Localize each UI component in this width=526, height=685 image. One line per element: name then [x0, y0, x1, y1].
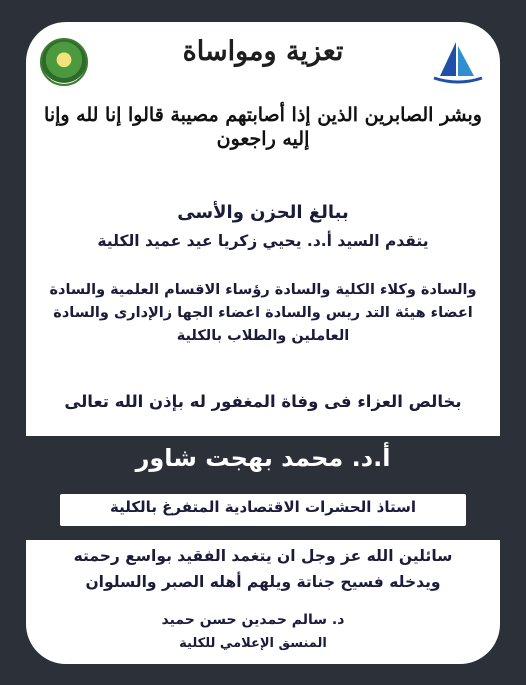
- deceased-banner: [26, 436, 500, 540]
- grief-line: ببالغ الحزن والأسى: [177, 202, 349, 223]
- quran-verse: وبشر الصابرين الذين إذا أصابتهم مصيبة قالوا إنا لله وإنا إليه راجعون: [44, 104, 482, 150]
- attendees-block: [42, 279, 484, 349]
- deceased-title: استاذ الحشرات الاقتصادية المتفرغ بالكلية: [109, 498, 416, 516]
- condolence-card: [26, 22, 500, 664]
- signature-name: د. سالم حمدين حسن حميد: [161, 612, 345, 628]
- attendees-line: اعضاء هيئة التد ريس والسادة اعضاء الجها زالإدارى والسادة: [53, 305, 473, 322]
- condolence-line: بخالص العزاء فى وفاة المغفور له بإذن الله تعالى: [64, 392, 462, 411]
- attendees-line: والسادة وكلاء الكلية والسادة رؤساء الاقسام العلمية والسادة: [49, 282, 477, 298]
- prayer-block: [44, 544, 482, 595]
- presenter-line: يتقدم السيد أ.د. يحيي زكريا عيد عميد الكلية: [97, 232, 429, 250]
- prayer-line: ويدخله فسيح جناتة ويلهم أهله الصبر والسلوان: [85, 572, 441, 591]
- card-heading: تعزية ومواساة: [182, 36, 344, 67]
- signature-role: المنسق الإعلامي للكلية: [179, 636, 327, 651]
- deceased-name: أ.د. محمد بهجت شاور: [135, 444, 391, 472]
- attendees-line: العاملين والطلاب بالكلية: [176, 328, 350, 345]
- prayer-line: سائلين الله عز وجل ان يتغمد الفقيد بواسع رحمته: [73, 547, 453, 565]
